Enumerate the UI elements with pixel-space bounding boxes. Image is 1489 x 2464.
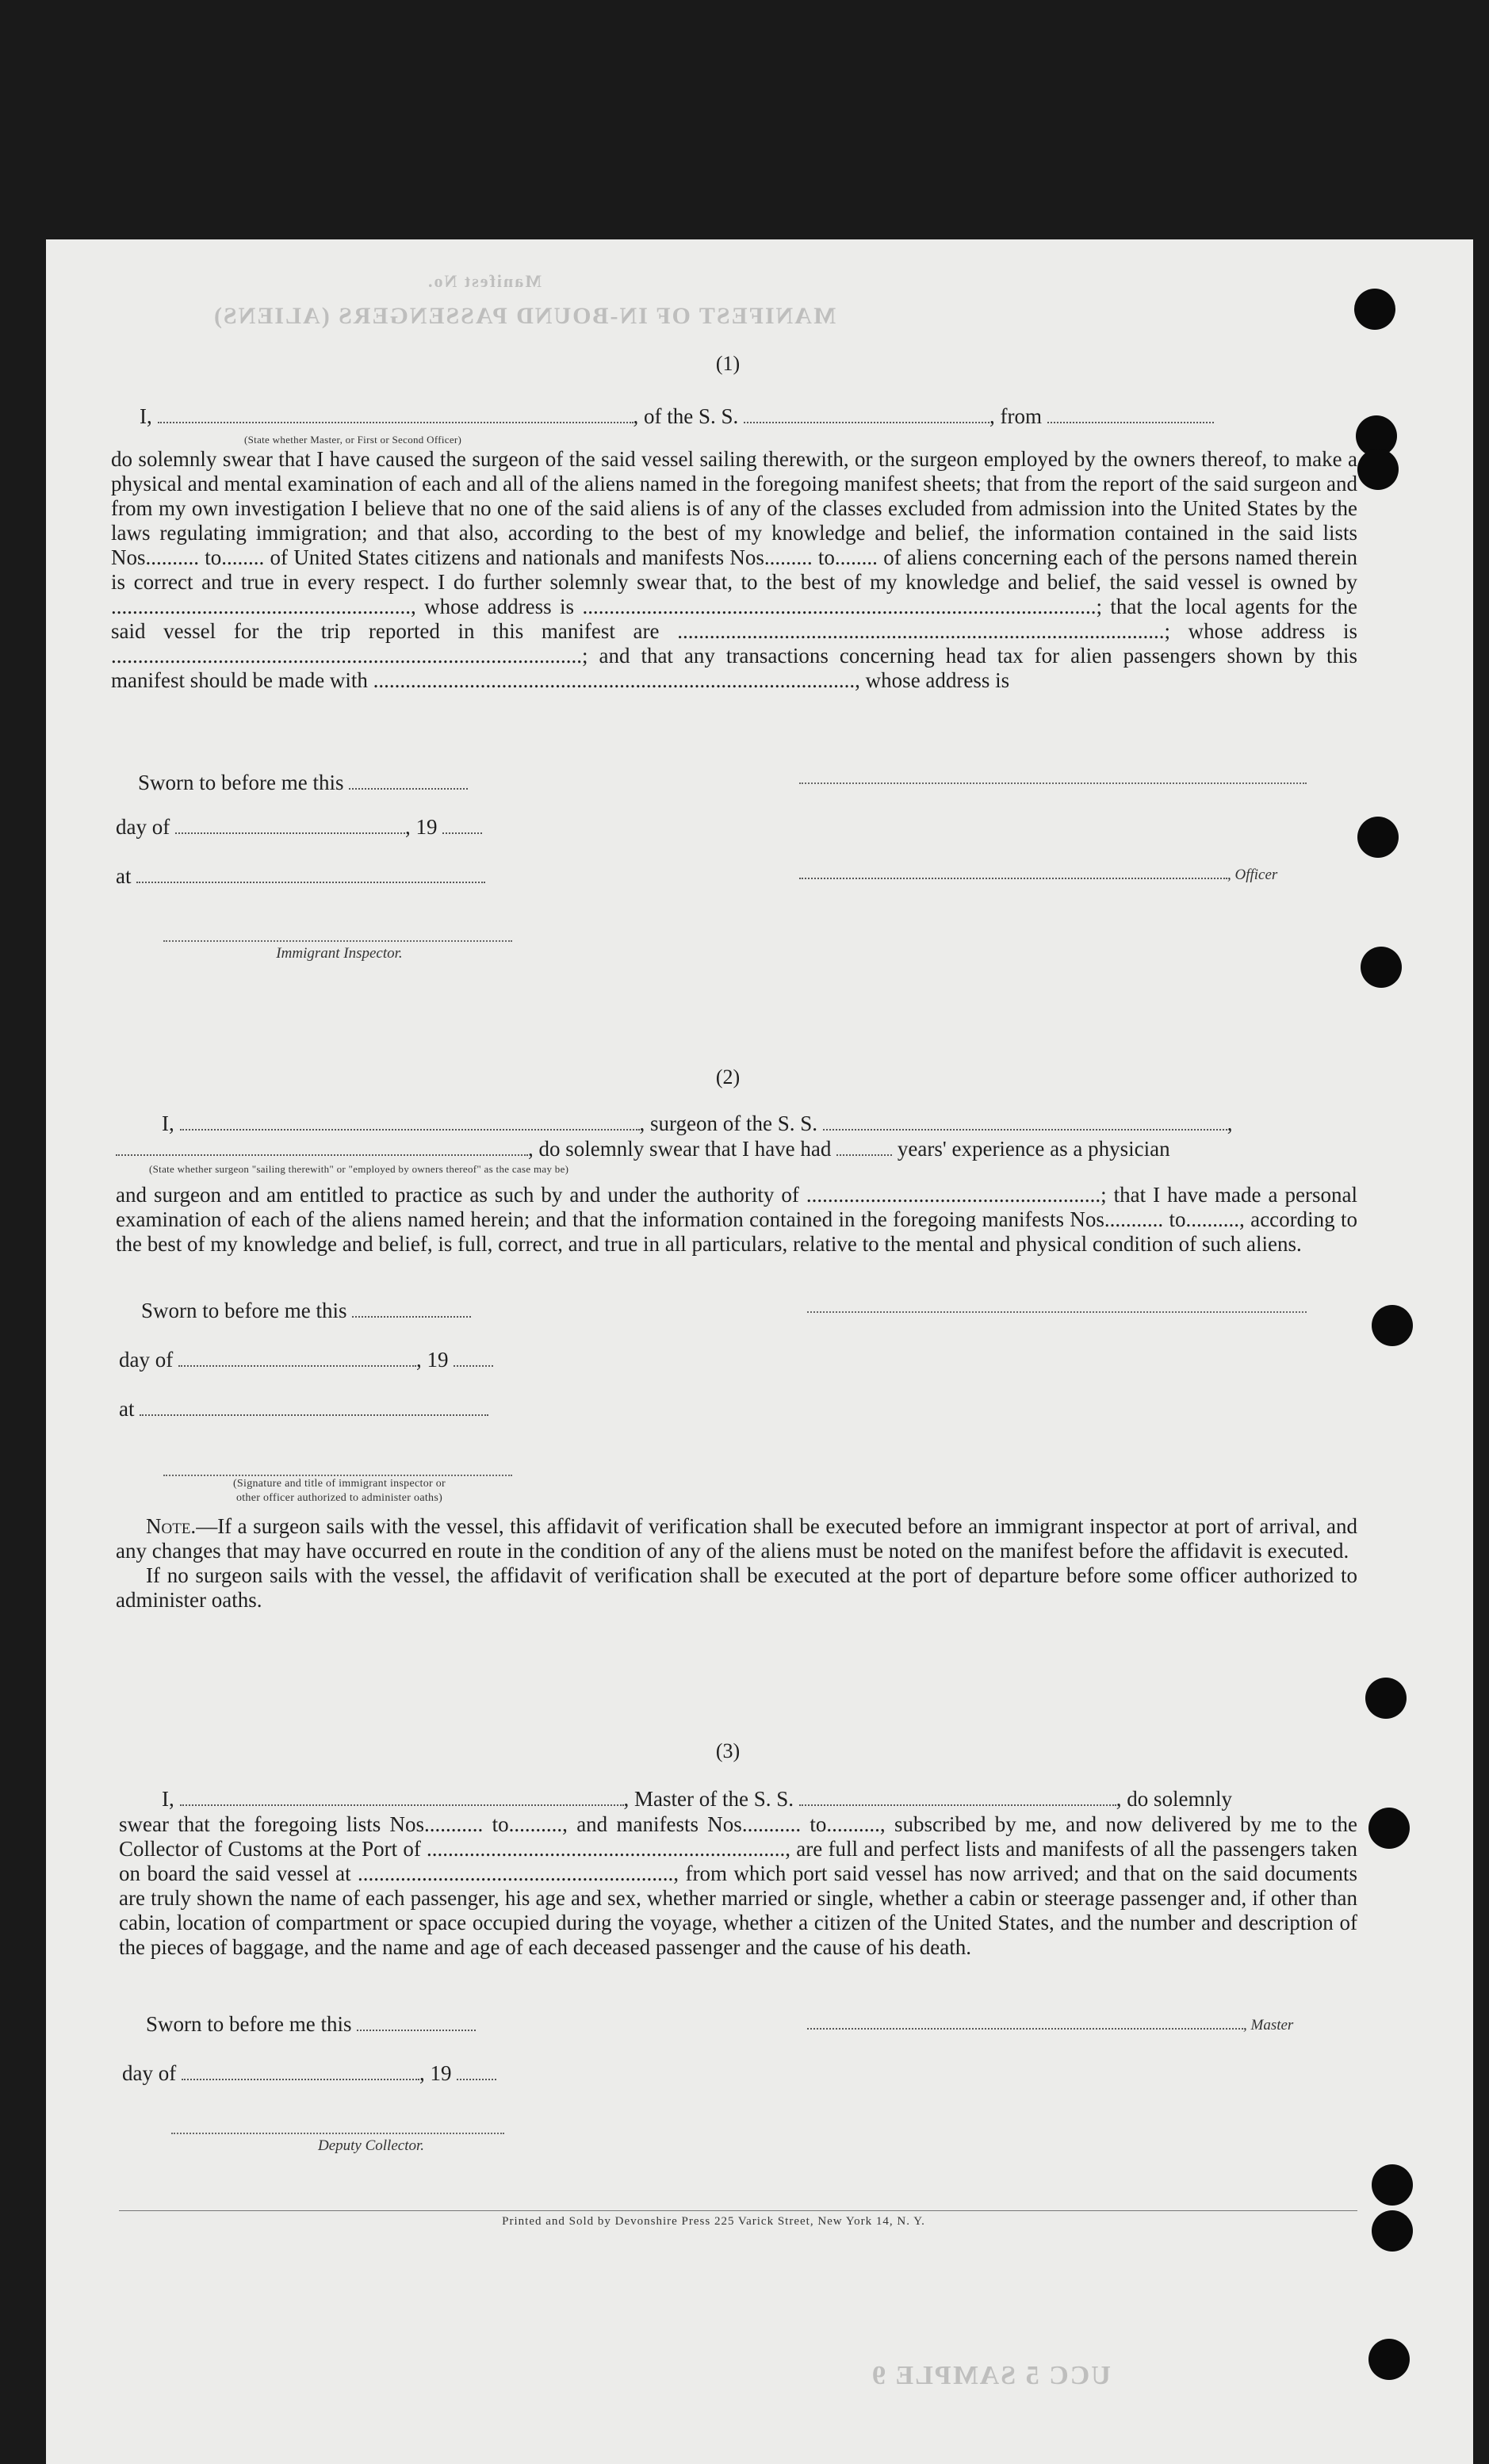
section-1-ship-label: , of the S. S. xyxy=(633,404,739,428)
form-page xyxy=(46,239,1473,2464)
day-of-label-2: day of xyxy=(119,1348,174,1372)
sworn-label-3: Sworn to before me this xyxy=(146,2012,352,2036)
year-field-2[interactable] xyxy=(454,1351,493,1367)
at-label: at xyxy=(116,864,132,888)
section-2-line-2 xyxy=(116,1137,1170,1161)
sworn-label: Sworn to before me this xyxy=(138,771,344,794)
note-1-text: —If a surgeon sails with the vessel, this affidavit of verification shall be executed before an immigrant inspector at port of arrival, and any changes that may have occurred en route in the condition of any of the aliens must be noted on the manifest before the affidavit is executed. xyxy=(116,1514,1357,1563)
solemnly-label: , do solemnly xyxy=(1116,1787,1232,1811)
section-1-number: (1) xyxy=(715,352,741,375)
day-of-label-3: day of xyxy=(122,2061,177,2085)
section-3-line-1 xyxy=(162,1787,1232,1812)
section-3-dayof xyxy=(122,2061,496,2086)
master-signature-field[interactable] xyxy=(807,2014,1243,2030)
punch-hole xyxy=(1372,2164,1413,2206)
bleed-through-header-2: Manifest No. xyxy=(427,271,542,291)
punch-hole xyxy=(1354,289,1395,330)
years-label: years' experience as a physician xyxy=(897,1137,1170,1161)
section-1-dayof xyxy=(116,815,482,840)
section-1-paragraph: do solemnly swear that I have caused the surgeon of the said vessel sailing therewith, or the surgeon employed by the owners thereof, to make a physical and mental examination of each and all of the aliens named in the foregoing manifest sheets; that from the report of the said surgeon and from my own investigation I believe that no one of the said aliens is of any of the classes excluded from admission into the United States by the laws regulating immigration; and that also, according to the best of my knowledge and belief, the information contained in the said lists Nos.......... to........ of United States citizens and nationals and manifests Nos......... to........ of aliens concerning each of the persons named therein is correct and true in every respect. I do further solemnly swear that, to the best of my knowledge and belief, the said vessel is owned by ........................................................, whose address is ................................................................................................; that the local agents for the said vessel for the trip reported in this manifest are ...........................................................................................; whose address is ........................................................................................; and that any transactions concerning head tax for alien passengers shown by this manifest should be made with .........................................................................................., whose address is xyxy=(111,447,1357,692)
sworn-label-2: Sworn to before me this xyxy=(141,1299,347,1322)
section-2-line-1: I, , surgeon of the S. S. , xyxy=(162,1111,1233,1135)
month-field-2[interactable] xyxy=(178,1351,416,1367)
place-field[interactable] xyxy=(136,867,485,883)
swear-label: , do solemnly swear that I have had xyxy=(528,1137,832,1161)
officer-label: , Officer xyxy=(1227,867,1278,883)
section-3-number: (3) xyxy=(715,1739,741,1762)
collector-signature-line[interactable] xyxy=(171,2131,504,2134)
punch-hole xyxy=(1372,1305,1413,1346)
surgeon-label: , surgeon of the S. S. xyxy=(639,1111,818,1135)
master-of-label: , Master of the S. S. xyxy=(623,1787,794,1811)
punch-hole xyxy=(1372,2210,1413,2252)
punch-hole xyxy=(1368,2339,1410,2380)
place-field-2[interactable] xyxy=(140,1400,488,1416)
section-3-i: I, xyxy=(162,1787,174,1811)
printer-imprint: Printed and Sold by Devonshire Press 225 Varick Street, New York 14, N. Y. xyxy=(502,2215,925,2228)
surgeon-caption: (State whether surgeon "sailing therewith" or "employed by owners thereof" as the case may be) xyxy=(149,1163,569,1175)
section-1-oath-line xyxy=(140,404,1353,429)
bleed-through-header: MANIFEST OF IN-BOUND PASSENGERS (ALIENS) xyxy=(212,303,836,329)
section-1-from-label: , from xyxy=(989,404,1042,428)
punch-hole xyxy=(1361,947,1402,988)
surgeon-signature-line[interactable] xyxy=(807,1310,1307,1313)
master-label: , Master xyxy=(1243,2017,1294,2034)
section-1-i: I, xyxy=(140,404,152,428)
section-1-sworn xyxy=(138,771,468,795)
punch-hole xyxy=(1357,449,1399,490)
section-2-number: (2) xyxy=(715,1066,741,1089)
note-1 xyxy=(116,1514,1357,1563)
officer-title-field[interactable] xyxy=(799,863,1227,879)
collector-label: Deputy Collector. xyxy=(317,2137,425,2154)
punch-hole xyxy=(1368,1808,1410,1849)
surgeon-name-field[interactable] xyxy=(180,1115,640,1131)
inspector-label: Immigrant Inspector. xyxy=(276,945,403,962)
master-ship-field[interactable] xyxy=(799,1790,1116,1806)
sworn-day-field-3[interactable] xyxy=(357,2015,476,2031)
section-3-sworn xyxy=(146,2012,476,2037)
bleed-through-footer: UCC 5 SAMPLE 9 xyxy=(871,2361,1111,2390)
sworn-day-field[interactable] xyxy=(349,774,468,790)
note-2: If no surgeon sails with the vessel, the affidavit of verification shall be executed at the port of departure before some officer authorized to administer oaths. xyxy=(116,1563,1357,1612)
officer-caption: (State whether Master, or First or Second Officer) xyxy=(244,434,462,446)
section-1-at xyxy=(116,864,485,889)
note-block xyxy=(116,1514,1357,1613)
section-2-dayof xyxy=(119,1348,493,1372)
officer-name-field[interactable] xyxy=(158,407,633,423)
master-signature xyxy=(807,2011,1293,2037)
inspector-signature-line[interactable] xyxy=(163,939,512,942)
year-label-2: , 19 xyxy=(415,1348,449,1372)
section-2-i: I, xyxy=(162,1111,174,1135)
day-of-label: day of xyxy=(116,815,170,839)
year-label: , 19 xyxy=(404,815,438,839)
month-field[interactable] xyxy=(175,818,405,834)
section-3-paragraph: swear that the foregoing lists Nos........... to.........., and manifests Nos........... to.........., subscribed by me, and now delivered by me to the Collector of Customs at the Port of ..................................................................., are full and perfect lists and manifests of all the passengers taken on board the said vessel at ..........................................................., from which port said vessel has now arrived; and that on the said documents are truly shown the name of each passenger, his age and sex, whether married or single, whether a cabin or steerage passenger and, if other than cabin, location of compartment or space occupied during the voyage, whether a citizen of the United States, and the number and description of the pieces of baggage, and the name and age of each deceased passenger and the cause of his death. xyxy=(119,1812,1357,1959)
punch-hole xyxy=(1365,1678,1407,1719)
surgeon-status-field[interactable] xyxy=(116,1140,528,1156)
ship-name-field[interactable] xyxy=(744,407,989,423)
authorized-officer-signature-line[interactable] xyxy=(163,1473,512,1476)
from-port-field[interactable] xyxy=(1047,407,1214,423)
month-field-3[interactable] xyxy=(182,2064,419,2080)
master-name-field[interactable] xyxy=(180,1790,624,1806)
footer-rule xyxy=(119,2210,1357,2211)
section-2-body xyxy=(116,1183,1357,1257)
signature-caption-1: (Signature and title of immigrant inspector or xyxy=(232,1478,446,1490)
note-label: Note. xyxy=(146,1514,197,1538)
signature-caption-2: other officer authorized to administer oaths) xyxy=(235,1492,443,1504)
section-2-paragraph: and surgeon and am entitled to practice as such by and under the authority of .......................................................; that I have made a personal examination of each of the aliens named herein; and that the information contained in the foregoing manifests Nos........... to.........., according to the best of my knowledge and belief, is full, correct, and true in all particulars, relative to the mental and physical condition of such aliens. xyxy=(116,1183,1357,1256)
year-field-3[interactable] xyxy=(457,2064,496,2080)
sworn-day-field-2[interactable] xyxy=(352,1302,471,1318)
officer-signature-line[interactable] xyxy=(799,781,1307,784)
year-field[interactable] xyxy=(442,818,482,834)
years-field[interactable] xyxy=(836,1140,892,1156)
at-label-2: at xyxy=(119,1397,135,1421)
officer-signature xyxy=(799,860,1277,887)
section-2-sworn xyxy=(141,1299,471,1323)
section-1-body xyxy=(111,447,1357,693)
section-3-body xyxy=(119,1812,1357,1960)
punch-hole xyxy=(1357,817,1399,858)
surgeon-ship-field[interactable] xyxy=(823,1115,1227,1131)
year-label-3: , 19 xyxy=(419,2061,452,2085)
section-2-at xyxy=(119,1397,488,1421)
